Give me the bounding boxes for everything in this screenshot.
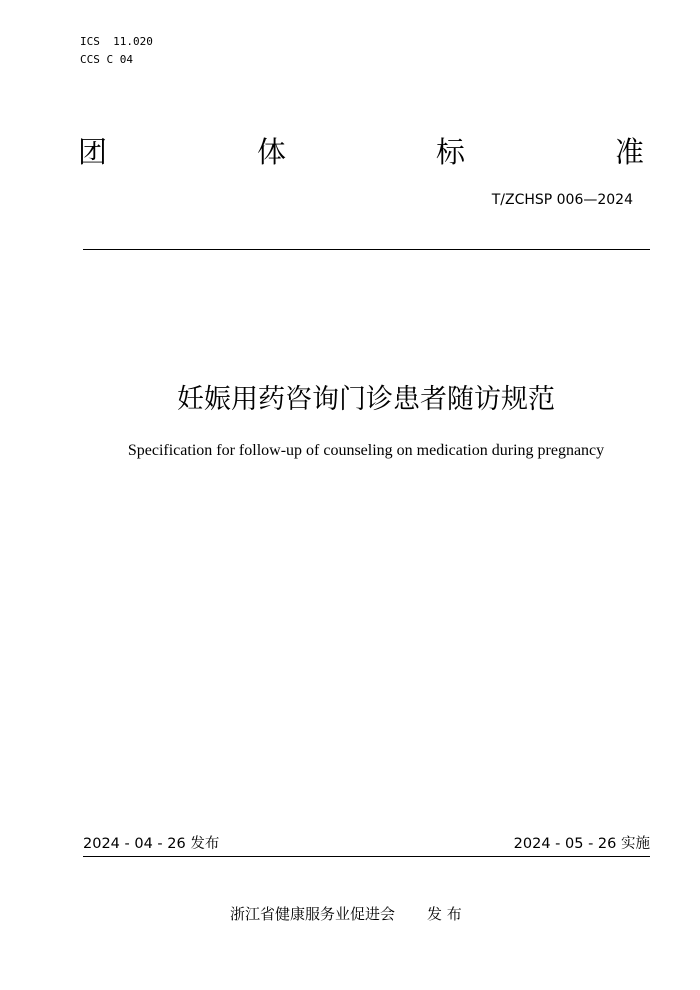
standard-type-heading <box>78 132 644 172</box>
ics-code: ICS 11.020 <box>80 35 153 48</box>
issue-date: 2024 - 04 - 26 发布 <box>83 836 220 852</box>
standard-number: T/ZCHSP 006—2024 <box>491 192 633 208</box>
publish-label: 发 布 <box>427 905 462 923</box>
bottom-divider <box>83 856 650 857</box>
top-divider <box>83 249 650 250</box>
publisher-organization: 浙江省健康服务业促进会 <box>230 905 396 923</box>
standard-type-char: 团 <box>78 135 108 169</box>
standard-type-char: 准 <box>614 135 644 169</box>
document-title-chinese: 妊娠用药咨询门诊患者随访规范 <box>177 384 555 415</box>
publisher-line <box>230 903 462 925</box>
implementation-date: 2024 - 05 - 26 实施 <box>513 836 650 852</box>
document-title-english: Specification for follow-up of counseling on medication during pregnancy <box>127 442 605 459</box>
standard-type-char: 标 <box>435 135 465 169</box>
ccs-code: CCS C 04 <box>80 53 133 66</box>
standard-type-char: 体 <box>256 135 286 169</box>
